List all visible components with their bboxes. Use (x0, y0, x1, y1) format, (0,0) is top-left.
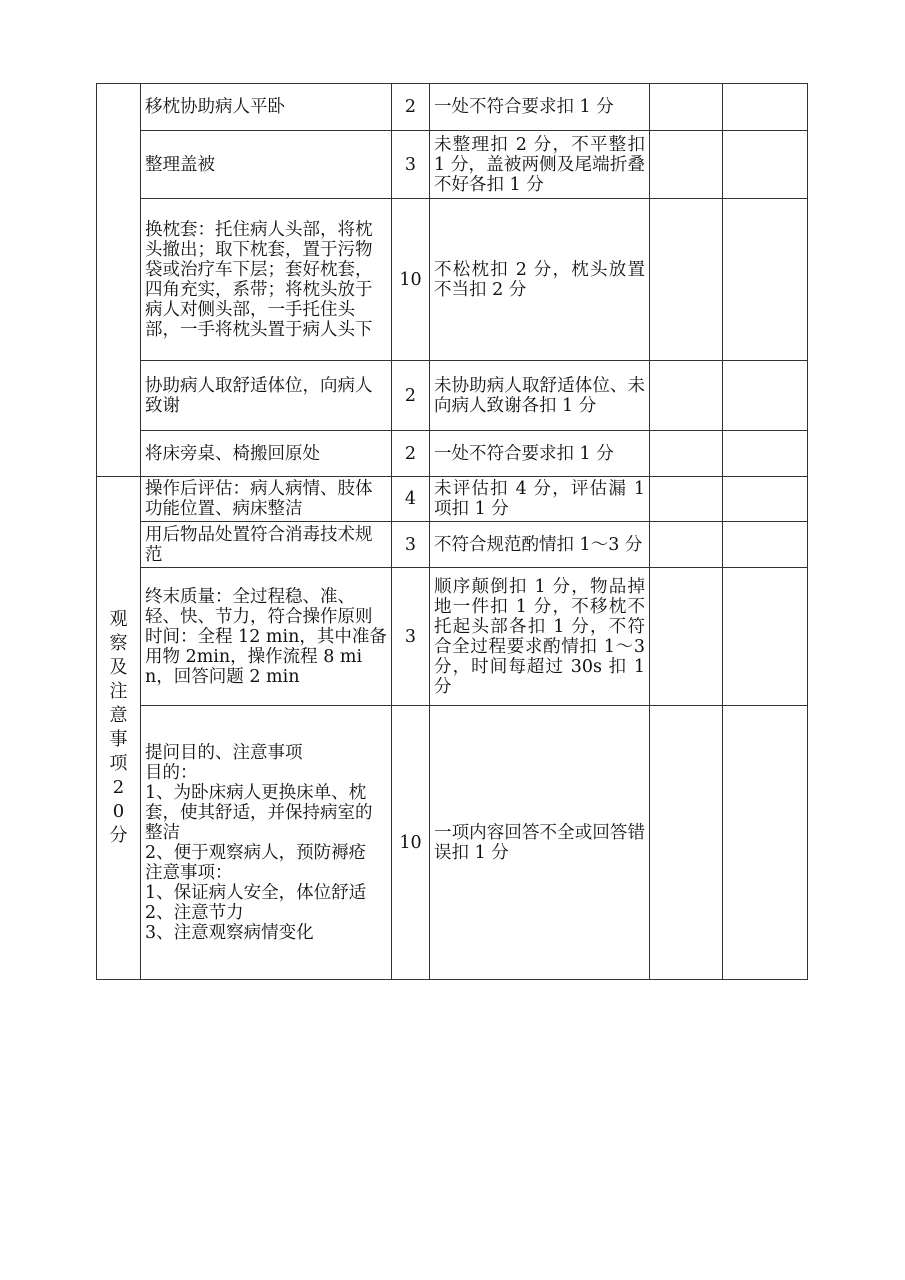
table-row (97, 431, 808, 477)
empty-cell (723, 199, 808, 361)
table-row (97, 84, 808, 131)
empty-cell (650, 522, 723, 568)
item-content: 将床旁桌、椅搬回原处 (141, 431, 392, 477)
item-score: 2 (392, 361, 430, 431)
item-content: 整理盖被 (141, 131, 392, 199)
item-content: 用后物品处置符合消毒技术规范 (141, 522, 392, 568)
item-content: 操作后评估：病人病情、肢体功能位置、病床整洁 (141, 477, 392, 522)
item-content: 终末质量：全过程稳、准、轻、快、节力，符合操作原则 时间：全程 12 min，其中准备用物 2min，操作流程 8 min，回答问题 2 min (141, 568, 392, 706)
empty-cell (650, 706, 723, 980)
item-deduction: 未整理扣 2 分，不平整扣 1 分，盖被两侧及尾端折叠不好各扣 1 分 (430, 131, 650, 199)
item-score: 10 (392, 199, 430, 361)
item-deduction: 不松枕扣 2 分，枕头放置不当扣 2 分 (430, 199, 650, 361)
table-row (97, 361, 808, 431)
item-content: 提问目的、注意事项 目的： 1、为卧床病人更换床单、枕套，使其舒适，并保持病室的整洁 2、便于观察病人，预防褥疮 注意事项： 1、保证病人安全，体位舒适 2、注意节力 3、注意观察病情变化 (141, 706, 392, 980)
item-score: 3 (392, 131, 430, 199)
item-deduction: 顺序颠倒扣 1 分，物品掉地一件扣 1 分，不移枕不托起头部各扣 1 分，不符合全过程要求酌情扣 1～3 分，时间每超过 30s 扣 1 分 (430, 568, 650, 706)
empty-cell (723, 568, 808, 706)
item-content: 移枕协助病人平卧 (141, 84, 392, 131)
empty-cell (650, 131, 723, 199)
item-content: 换枕套：托住病人头部，将枕头撤出；取下枕套，置于污物袋或治疗车下层；套好枕套，四角充实，系带；将枕头放于病人对侧头部，一手托住头部，一手将枕头置于病人头下 (141, 199, 392, 361)
item-score: 3 (392, 522, 430, 568)
empty-cell (723, 522, 808, 568)
scoring-table (96, 83, 808, 980)
table-row (97, 199, 808, 361)
table-row (97, 477, 808, 522)
empty-cell (723, 361, 808, 431)
item-deduction: 一处不符合要求扣 1 分 (430, 84, 650, 131)
table-row (97, 706, 808, 980)
empty-cell (723, 84, 808, 131)
item-score: 3 (392, 568, 430, 706)
empty-cell (650, 199, 723, 361)
empty-cell (723, 706, 808, 980)
item-content: 协助病人取舒适体位，向病人致谢 (141, 361, 392, 431)
empty-cell (723, 477, 808, 522)
item-score: 4 (392, 477, 430, 522)
category-cell (97, 84, 141, 477)
empty-cell (650, 361, 723, 431)
item-deduction: 未协助病人取舒适体位、未向病人致谢各扣 1 分 (430, 361, 650, 431)
table-row (97, 131, 808, 199)
table-row (97, 568, 808, 706)
empty-cell (723, 131, 808, 199)
item-deduction: 一处不符合要求扣 1 分 (430, 431, 650, 477)
item-score: 2 (392, 431, 430, 477)
category-cell: 观察及注意事项20分 (97, 477, 141, 980)
item-score: 10 (392, 706, 430, 980)
empty-cell (650, 477, 723, 522)
item-deduction: 未评估扣 4 分，评估漏 1 项扣 1 分 (430, 477, 650, 522)
item-deduction: 不符合规范酌情扣 1～3 分 (430, 522, 650, 568)
table-row (97, 522, 808, 568)
item-deduction: 一项内容回答不全或回答错误扣 1 分 (430, 706, 650, 980)
empty-cell (650, 84, 723, 131)
empty-cell (650, 568, 723, 706)
empty-cell (650, 431, 723, 477)
empty-cell (723, 431, 808, 477)
item-score: 2 (392, 84, 430, 131)
